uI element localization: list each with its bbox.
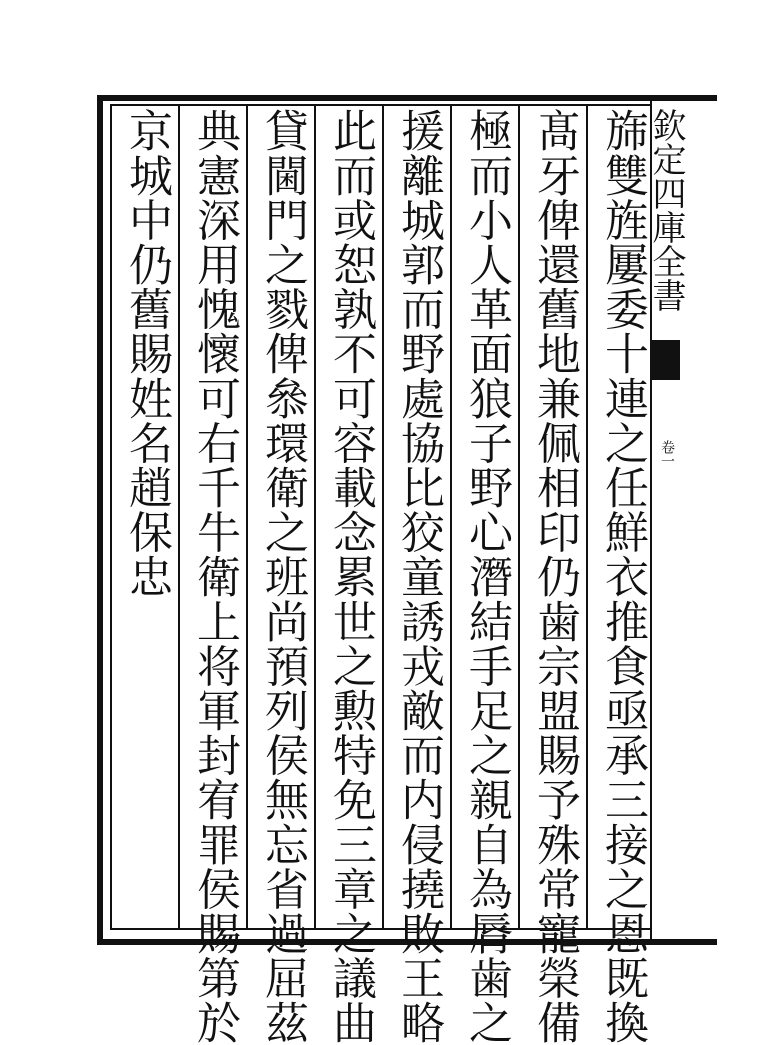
text-column-8: 京城中仍舊賜姓名趙保忠 [121,108,172,599]
text-column-1: 旆雙旌屢委十連之任鮮衣推食亟承三接之恩既換 [597,108,648,1045]
text-column-5: 此而或恕孰不可容載念累世之勲特免三章之議曲 [325,108,376,1045]
volume-label: 卷一 [659,440,675,468]
fish-tail-mark [652,340,680,380]
text-column-4: 援離城郭而野處協比狡童誘戎敵而内侵撓敗王略 [393,108,444,1045]
text-column-3: 極而小人革面狼子野心潛結手足之親自為脣歯之 [461,108,512,1045]
text-column-6: 貸閫門之戮俾叅環衛之班尚預列侯無忘省過屈茲 [257,108,308,1045]
text-column-7: 典憲深用愧懷可右千牛衛上将軍封宥罪侯賜第於 [189,108,240,1045]
text-column-2: 髙牙俾還舊地兼佩相印仍歯宗盟賜予殊常寵榮備 [529,108,580,1045]
book-title: 欽定四庫全書 [646,108,686,312]
